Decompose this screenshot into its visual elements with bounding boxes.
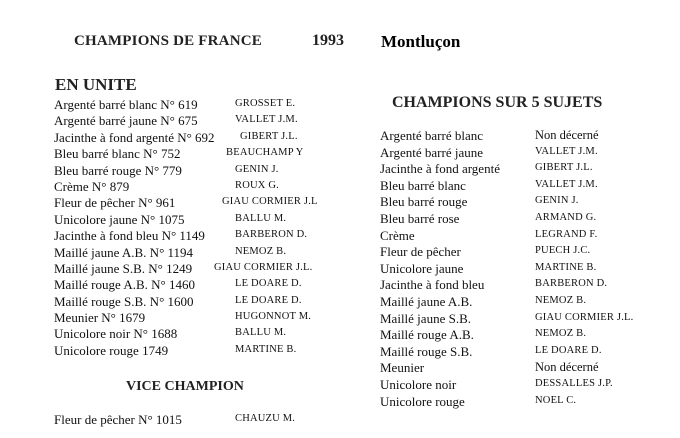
cinq-sujets-row bbox=[380, 294, 670, 311]
unite-row-label: Maillé rouge A.B. N° 1460 bbox=[54, 277, 195, 293]
unite-row-label: Jacinthe à fond argenté N° 692 bbox=[54, 129, 215, 145]
cinq-sujets-row-label: Maillé rouge S.B. bbox=[380, 343, 473, 359]
unite-row-name: BEAUCHAMP Y bbox=[226, 147, 304, 159]
cinq-sujets-row-name: LE DOARE D. bbox=[535, 344, 602, 356]
unite-row-name: GIBERT J.L. bbox=[240, 130, 298, 142]
cinq-sujets-row bbox=[380, 228, 670, 245]
cinq-sujets-row bbox=[380, 244, 670, 261]
cinq-sujets-row-label: Unicolore jaune bbox=[380, 260, 464, 276]
cinq-sujets-row-name: ARMAND G. bbox=[535, 211, 597, 223]
unite-row-name: GENIN J. bbox=[235, 163, 279, 175]
section-heading-cinq-sujets: CHAMPIONS SUR 5 SUJETS bbox=[392, 94, 603, 111]
cinq-sujets-row-label: Bleu barré rose bbox=[380, 210, 460, 226]
cinq-sujets-row-name: PUECH J.C. bbox=[535, 245, 591, 257]
cinq-sujets-row-name: LEGRAND F. bbox=[535, 228, 598, 240]
unite-row bbox=[54, 97, 354, 113]
unite-row bbox=[54, 294, 354, 310]
unite-row bbox=[54, 146, 354, 162]
unite-row-name: HUGONNOT M. bbox=[235, 311, 312, 323]
cinq-sujets-row-label: Bleu barré blanc bbox=[380, 177, 466, 193]
unite-list bbox=[54, 97, 354, 359]
unite-row-label: Maillé rouge S.B. N° 1600 bbox=[54, 293, 194, 309]
cinq-sujets-row-name: MARTINE B. bbox=[535, 261, 597, 273]
cinq-sujets-row-name: NEMOZ B. bbox=[535, 294, 587, 306]
unite-row-label: Unicolore jaune N° 1075 bbox=[54, 211, 185, 227]
cinq-sujets-row-name: Non décerné bbox=[535, 128, 599, 142]
cinq-sujets-row-name: NOEL C. bbox=[535, 394, 577, 406]
unite-row-name: BARBERON D. bbox=[235, 229, 308, 241]
unite-row-name: BALLU M. bbox=[235, 212, 287, 224]
cinq-sujets-row bbox=[380, 145, 670, 162]
unite-row-name: ROUX G. bbox=[235, 179, 279, 191]
unite-row-label: Unicolore rouge 1749 bbox=[54, 342, 169, 358]
cinq-sujets-row-label: Unicolore rouge bbox=[380, 393, 465, 409]
unite-row bbox=[54, 130, 354, 146]
unite-row bbox=[54, 113, 354, 129]
cinq-sujets-row-label: Jacinthe à fond bleu bbox=[380, 277, 485, 293]
unite-row bbox=[54, 179, 354, 195]
cinq-sujets-row-label: Unicolore noir bbox=[380, 376, 457, 392]
unite-row-label: Argenté barré jaune N° 675 bbox=[54, 113, 198, 129]
unite-row bbox=[54, 245, 354, 261]
cinq-sujets-row bbox=[380, 277, 670, 294]
cinq-sujets-row bbox=[380, 128, 670, 145]
cinq-sujets-row-name: VALLET J.M. bbox=[535, 178, 598, 190]
page-title: CHAMPIONS DE FRANCE bbox=[74, 33, 262, 49]
unite-row bbox=[54, 310, 354, 326]
cinq-sujets-row-label: Maillé jaune A.B. bbox=[380, 293, 473, 309]
unite-row bbox=[54, 326, 354, 342]
unite-row-name: MARTINE B. bbox=[235, 343, 297, 355]
unite-row-name: LE DOARE D. bbox=[235, 278, 302, 290]
section-heading-unite: EN UNITE bbox=[55, 75, 137, 94]
cinq-sujets-row bbox=[380, 394, 670, 411]
unite-row-name: BALLU M. bbox=[235, 327, 287, 339]
cinq-sujets-row bbox=[380, 327, 670, 344]
cinq-sujets-row-label: Maillé rouge A.B. bbox=[380, 327, 474, 343]
cinq-sujets-row-label: Argenté barré blanc bbox=[380, 128, 483, 143]
cinq-sujets-row bbox=[380, 178, 670, 195]
cinq-sujets-row-label: Fleur de pêcher bbox=[380, 244, 461, 260]
cinq-sujets-row bbox=[380, 161, 670, 178]
cinq-sujets-row bbox=[380, 261, 670, 278]
unite-row-name: GIAU CORMIER J.L bbox=[222, 196, 318, 208]
cinq-sujets-row-label: Bleu barré rouge bbox=[380, 194, 468, 210]
unite-row-name: NEMOZ B. bbox=[235, 245, 287, 257]
cinq-sujets-row-name: Non décerné bbox=[535, 360, 599, 375]
cinq-sujets-row-label: Maillé jaune S.B. bbox=[380, 310, 471, 326]
cinq-sujets-row bbox=[380, 360, 670, 377]
unite-row-label: Crème N° 879 bbox=[54, 178, 130, 194]
cinq-sujets-row-name: GIAU CORMIER J.L. bbox=[535, 311, 634, 323]
unite-row-label: Maillé jaune S.B. N° 1249 bbox=[54, 260, 193, 276]
cinq-sujets-row bbox=[380, 194, 670, 211]
cinq-sujets-row bbox=[380, 344, 670, 361]
unite-row-label: Meunier N° 1679 bbox=[54, 310, 146, 326]
cinq-sujets-row-name: NEMOZ B. bbox=[535, 328, 587, 340]
cinq-sujets-row bbox=[380, 377, 670, 394]
unite-row bbox=[54, 343, 354, 359]
cinq-sujets-row-label: Jacinthe à fond argenté bbox=[380, 161, 500, 177]
page-year: 1993 bbox=[312, 32, 344, 49]
unite-row-label: Argenté barré blanc N° 619 bbox=[54, 97, 198, 112]
cinq-sujets-row-name: BARBERON D. bbox=[535, 278, 608, 290]
unite-row bbox=[54, 228, 354, 244]
unite-row-name: GROSSET E. bbox=[235, 98, 296, 109]
unite-row bbox=[54, 277, 354, 293]
unite-row-label: Bleu barré blanc N° 752 bbox=[54, 146, 181, 162]
unite-row bbox=[54, 163, 354, 179]
unite-row-label: Maillé jaune A.B. N° 1194 bbox=[54, 244, 194, 260]
cinq-sujets-row-name: DESSALLES J.P. bbox=[535, 377, 613, 389]
unite-row-label: Jacinthe à fond bleu N° 1149 bbox=[54, 228, 205, 244]
cinq-sujets-row bbox=[380, 311, 670, 328]
cinq-sujets-row-name: GENIN J. bbox=[535, 195, 579, 207]
unite-row bbox=[54, 212, 354, 228]
cinq-sujets-list bbox=[380, 128, 670, 410]
vice-row bbox=[54, 412, 354, 428]
vice-row-label: Fleur de pêcher N° 1015 bbox=[54, 412, 182, 427]
unite-row-label: Bleu barré rouge N° 779 bbox=[54, 162, 182, 178]
cinq-sujets-row-label: Crème bbox=[380, 227, 415, 243]
unite-row-label: Fleur de pêcher N° 961 bbox=[54, 195, 176, 211]
unite-row-label: Unicolore noir N° 1688 bbox=[54, 326, 178, 342]
cinq-sujets-row-label: Argenté barré jaune bbox=[380, 144, 483, 160]
page-city: Montluçon bbox=[381, 32, 461, 51]
unite-row-name: GIAU CORMIER J.L. bbox=[214, 261, 313, 273]
vice-row-name: CHAUZU M. bbox=[235, 413, 296, 424]
unite-row-name: VALLET J.M. bbox=[235, 114, 298, 126]
cinq-sujets-row-label: Meunier bbox=[380, 360, 425, 376]
cinq-sujets-row-name: GIBERT J.L. bbox=[535, 162, 593, 174]
unite-row bbox=[54, 261, 354, 277]
unite-row-name: LE DOARE D. bbox=[235, 294, 302, 306]
section-heading-vice: VICE CHAMPION bbox=[126, 379, 244, 394]
cinq-sujets-row bbox=[380, 211, 670, 228]
cinq-sujets-row-name: VALLET J.M. bbox=[535, 145, 598, 157]
unite-row bbox=[54, 195, 354, 211]
